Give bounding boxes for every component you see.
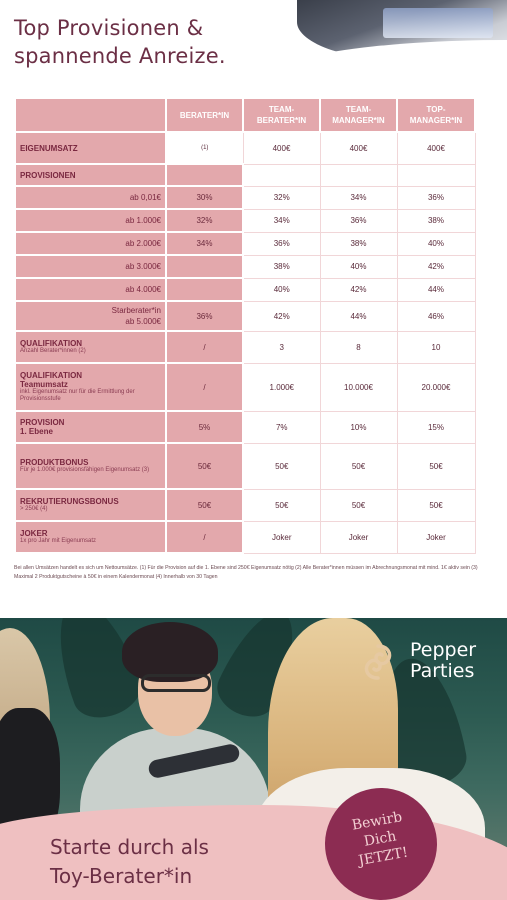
laptop-image	[383, 8, 493, 38]
footnote: Bei allen Umsätzen handelt es sich um Nettoumsätze. (1) Für die Provision auf die 1. Ebene sind 250€ Eigenumsatz nötig (2) Alle Berater*innen müssen im Abrechnungsmonat mit mind. 1€ aktiv sein (3) Maximal 2 Produktgutscheine à 50€ in einem Kalendermonat (4) Innerhalb von 30 Tagen	[14, 565, 478, 580]
header-top-manager: TOP- MANAGER*IN	[397, 98, 475, 132]
row-label-main: QUALIFIKATION	[20, 339, 83, 348]
header-team-berater: TEAM- BERATER*IN	[243, 98, 320, 132]
table-row	[15, 363, 475, 411]
table-cell	[166, 164, 243, 186]
table-cell	[320, 164, 397, 186]
row-label	[15, 363, 166, 411]
table-cell: 400€	[243, 132, 320, 164]
table-cell: 10	[397, 331, 475, 363]
cta-line-1: Starte durch als	[50, 835, 209, 859]
table-cell: /	[166, 363, 243, 411]
table-row	[15, 132, 475, 164]
row-label-sub: > 250€ (4)	[20, 506, 48, 512]
table-cell: 38%	[320, 232, 397, 255]
table-cell: 40%	[243, 278, 320, 301]
table-cell: 34%	[320, 186, 397, 209]
glasses	[141, 674, 211, 692]
table-cell: 42%	[243, 301, 320, 331]
badge-line-1: Bewirb	[350, 809, 404, 834]
table-cell: (1)	[166, 132, 243, 164]
row-label: ab 2.000€	[15, 232, 166, 255]
table-cell: 15%	[397, 411, 475, 443]
table-cell	[397, 164, 475, 186]
table-cell: 32%	[166, 209, 243, 232]
row-label-sub: 1x pro Jahr mit Eigenumsatz	[20, 538, 97, 544]
row-label: Starberater*in ab 5.000€	[15, 301, 166, 331]
table-cell: 36%	[243, 232, 320, 255]
table-cell: 36%	[397, 186, 475, 209]
table-cell: 3	[243, 331, 320, 363]
row-label	[15, 521, 166, 553]
table-cell: 34%	[166, 232, 243, 255]
pepper-parties-logo	[358, 638, 488, 688]
row-label-main: QUALIFIKATION Teamumsatz	[20, 371, 83, 389]
table-cell: 20.000€	[397, 363, 475, 411]
table-cell: 34%	[243, 209, 320, 232]
table-cell	[166, 255, 243, 278]
row-label: ab 4.000€	[15, 278, 166, 301]
table-row	[15, 232, 475, 255]
table-cell: Joker	[320, 521, 397, 553]
table-row	[15, 278, 475, 301]
table-cell: 30%	[166, 186, 243, 209]
table-row	[15, 209, 475, 232]
logo-line-2: Parties	[410, 660, 475, 682]
table-row	[15, 255, 475, 278]
page-title	[14, 14, 226, 70]
table-row	[15, 411, 475, 443]
table-row	[15, 331, 475, 363]
row-label-sub: Für je 1.000€ provisionsfähigen Eigenumsatz (3)	[20, 467, 150, 473]
table-row	[15, 301, 475, 331]
table-cell: 7%	[243, 411, 320, 443]
table-cell: 50€	[166, 443, 243, 489]
row-label-sub: inkl. Eigenumsatz nur für die Ermittlung der Provisionsstufe	[20, 389, 135, 402]
table-cell: 5%	[166, 411, 243, 443]
person-left-hair	[122, 622, 218, 682]
row-label-main: JOKER	[20, 529, 48, 538]
table-row	[15, 443, 475, 489]
table-cell: 50€	[166, 489, 243, 521]
table-cell: 50€	[320, 443, 397, 489]
row-label	[15, 443, 166, 489]
table-cell: /	[166, 521, 243, 553]
cta-heading	[50, 833, 209, 891]
header-berater: BERATER*IN	[166, 98, 243, 132]
table-cell: 50€	[243, 443, 320, 489]
table-header-row	[15, 98, 475, 132]
table-cell: Joker	[397, 521, 475, 553]
table-cell: 50€	[320, 489, 397, 521]
row-label-main: PRODUKTBONUS	[20, 458, 89, 467]
table-cell: 42%	[397, 255, 475, 278]
header-wave	[267, 40, 507, 80]
table-cell: 40%	[397, 232, 475, 255]
row-label: ab 3.000€	[15, 255, 166, 278]
badge-line-3: JETZT!	[357, 844, 410, 870]
cta-line-2: Toy-Berater*in	[50, 864, 193, 888]
logo-line-1: Pepper	[410, 639, 477, 661]
row-label	[15, 331, 166, 363]
table-cell: 44%	[397, 278, 475, 301]
logo-wordmark	[410, 640, 476, 682]
commission-table	[14, 97, 474, 554]
table-cell: 38%	[397, 209, 475, 232]
row-label-sub: Anzahl Berater*innen (2)	[20, 348, 86, 354]
table-cell	[166, 278, 243, 301]
table-cell: 400€	[397, 132, 475, 164]
table-cell: 50€	[397, 443, 475, 489]
table-cell: 400€	[320, 132, 397, 164]
table-cell: 10.000€	[320, 363, 397, 411]
table-row	[15, 186, 475, 209]
table-row	[15, 521, 475, 553]
table-cell: 50€	[397, 489, 475, 521]
row-label: ab 1.000€	[15, 209, 166, 232]
table-cell: /	[166, 331, 243, 363]
row-label: ab 0,01€	[15, 186, 166, 209]
table-cell: 50€	[243, 489, 320, 521]
row-label-main: REKRUTIERUNGSBONUS	[20, 497, 119, 506]
table-cell: 42%	[320, 278, 397, 301]
table-cell: 1.000€	[243, 363, 320, 411]
table-cell: 36%	[320, 209, 397, 232]
row-label	[15, 489, 166, 521]
table-cell	[243, 164, 320, 186]
table-cell: 38%	[243, 255, 320, 278]
table-cell: 10%	[320, 411, 397, 443]
pepper-logo-icon	[358, 642, 398, 682]
table-cell: Joker	[243, 521, 320, 553]
table-cell: 8	[320, 331, 397, 363]
header-blank	[15, 98, 166, 132]
row-label: PROVISIONEN	[15, 164, 166, 186]
header-team-manager: TEAM- MANAGER*IN	[320, 98, 397, 132]
table-cell: 36%	[166, 301, 243, 331]
title-line-1: Top Provisionen &	[14, 16, 204, 40]
table-cell: 46%	[397, 301, 475, 331]
row-label: PROVISION 1. Ebene	[15, 411, 166, 443]
title-line-2: spannende Anreize.	[14, 44, 226, 68]
badge-line-2: Dich	[362, 828, 398, 850]
table-cell: 44%	[320, 301, 397, 331]
table-row	[15, 489, 475, 521]
table-cell: 32%	[243, 186, 320, 209]
row-label: EIGENUMSATZ	[15, 132, 166, 164]
table-cell: 40%	[320, 255, 397, 278]
table-row	[15, 164, 475, 186]
